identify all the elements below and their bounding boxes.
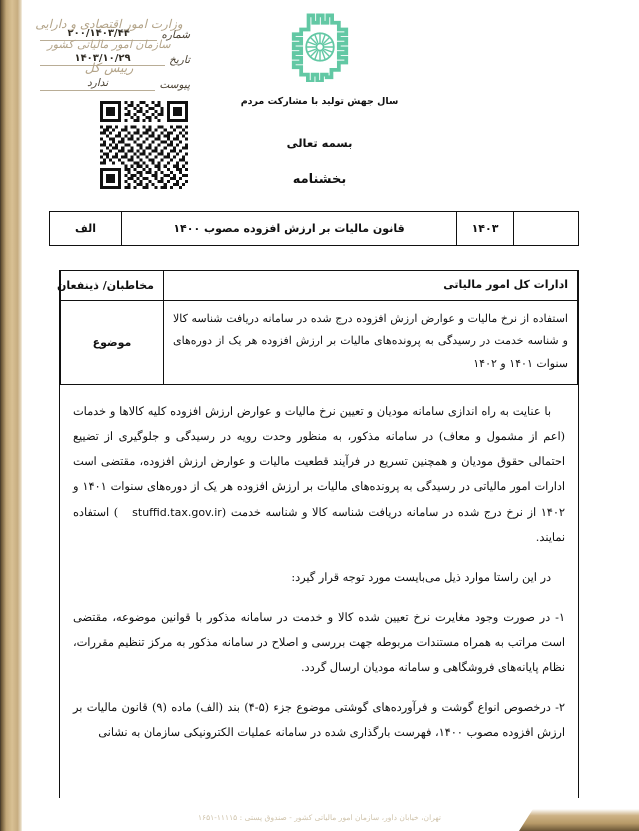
document-main-block	[59, 270, 579, 798]
document-info-table	[57, 271, 578, 385]
law-table-name-cell: قانون مالیات بر ارزش افزوده مصوب ۱۴۰۰	[122, 212, 457, 246]
law-table-year-cell: ۱۴۰۳	[457, 212, 514, 246]
document-titles	[0, 136, 639, 187]
document-footer-address: تهران، خیابان داور، سازمان امور مالیاتی کشور - صندوق پستی : ۱۱۱۱۵-۱۶۵۱	[197, 813, 442, 822]
document-type-title: بخشنامه	[292, 172, 347, 187]
body-item-1: ۱- در صورت وجود مغایرت نرخ تعیین شده کالا و خدمت در سامانه مذکور با قوانین موضوعه، مقتضی است مراتب به همراه مستندات مربوطه جهت بررسی و اصلاح در سامانه مذکور به مرکز تنظیم مقررات، نظام پایانه‌های فروشگاهی و سامانه مودیان ارسال گردد.	[73, 611, 565, 675]
body-paragraph-1	[73, 399, 565, 550]
meta-value-attachment: ندارد	[40, 77, 155, 91]
tax-administration-logo-icon	[286, 12, 354, 82]
table-row	[61, 300, 578, 385]
law-classification-table	[49, 211, 579, 246]
document-body	[60, 385, 578, 768]
body-paragraph-2: در این راستا موارد ذیل می‌بایست مورد توجه قرار گیرد:	[291, 570, 551, 584]
body-paragraph-1-part-b: ) استفاده نمایند.	[73, 505, 565, 544]
year-slogan: سال جهش تولید با مشارکت مردم	[240, 96, 399, 107]
table-row	[50, 212, 579, 246]
subject-value: استفاده از نرخ مالیات و عوارض ارزش افزوده درج شده در سامانه دریافت شناسه کالا و شناسه خدمت در رسیدگی به پرونده‌های مالیات بر ارزش افزوده هر یک از دوره‌های سنوات ۱۴۰۱ و ۱۴۰۲	[164, 300, 578, 385]
meta-label-number: شماره	[161, 29, 190, 41]
audience-value: ادارات کل امور مالیاتی	[164, 271, 578, 300]
law-table-class-cell: الف	[50, 212, 122, 246]
table-row	[61, 271, 578, 300]
basmeh-taali: بسمه تعالی	[286, 136, 353, 150]
body-paragraph-1-part-a: با عنایت به راه اندازی سامانه مودیان و تعیین نرخ مالیات و عوارض ارزش افزوده کلیه کالاها و خدمات (اعم از مشمول و معاف) در سامانه مذکور، به منظور وحدت رویه در رسیدگی و جلوگیری از تضییع احتمالی حقوق مودیان و همچنین تسریع در فرآیند قطعیت مالیات و عوارض ارزش افزوده، مقتضی است ادارات امور مالیاتی در رسیدگی به پرونده‌های مالیات بر ارزش افزوده هر یک از دوره‌های سنوات ۱۴۰۱ و ۱۴۰۲ از نرخ درج شده در سامانه دریافت شناسه کالا و شناسه خدمت (	[73, 405, 566, 519]
meta-label-attachment: پیوست	[159, 79, 190, 91]
meta-value-number: ۲۰۰/۱۴۰۳/۴۴	[40, 28, 157, 41]
portal-url-link[interactable]: stuffid.tax.gov.ir	[132, 505, 222, 519]
ministry-letterhead	[14, 14, 204, 79]
document-header	[0, 0, 639, 128]
organization-name: سازمان امور مالیاتی کشور	[47, 38, 171, 51]
meta-value-date: ۱۴۰۳/۱۰/۲۹	[40, 53, 165, 66]
audience-label: مخاطبان/ ذینفعان	[61, 271, 164, 300]
body-item-2: ۲- درخصوص انواع گوشت و فرآورده‌های گوشتی موضوع جزء (۵-۴) بند (الف) ماده (۹) قانون مالیات بر ارزش افزوده مصوب ۱۴۰۰، فهرست بارگذاری شده در سامانه عملیات الکترونیکی سازمان به نشانی	[73, 701, 565, 740]
subject-label: موضوع	[61, 300, 164, 385]
ministry-name: وزارت امور اقتصادی و دارایی	[35, 17, 183, 31]
meta-label-date: تاریخ	[169, 54, 190, 66]
issuer-role: رییس کل	[84, 60, 134, 76]
law-table-blank-cell	[514, 212, 579, 246]
